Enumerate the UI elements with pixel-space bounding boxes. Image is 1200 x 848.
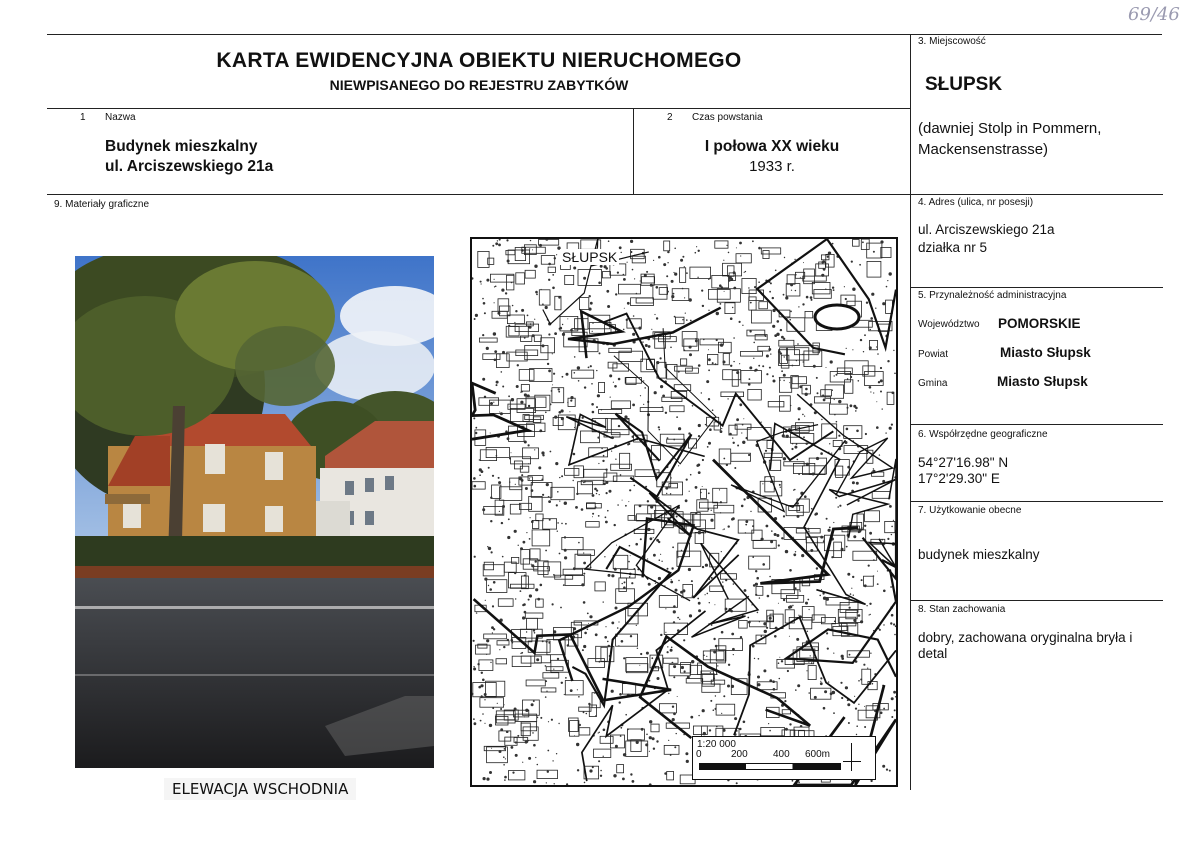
county-value: Miasto Słupsk [1000, 345, 1091, 360]
top-rule [47, 34, 1162, 35]
header-bottom-rule [47, 108, 911, 109]
scale-ratio: 1:20 000 [697, 739, 736, 750]
card-subtitle: NIEWPISANEGO DO REJESTRU ZABYTKÓW [329, 77, 629, 93]
condition-label: 8. Stan zachowania [918, 604, 1006, 615]
usage-label: 7. Użytkowanie obecne [918, 505, 1022, 516]
date-label: Czas powstania [692, 112, 763, 123]
date-year: 1933 r. [749, 158, 795, 175]
condition-line-2: detal [918, 646, 948, 661]
address-bottom-rule [911, 287, 1163, 288]
coords-label: 6. Współrzędne geograficzne [918, 429, 1048, 440]
usage-value: budynek mieszkalny [918, 547, 1040, 562]
locality-city: SŁUPSK [925, 74, 1003, 95]
locality-former-2: Mackensenstrasse) [918, 141, 1049, 158]
scale-ruler [699, 763, 841, 770]
building-photo [75, 256, 434, 768]
scale-tick-0: 0 [696, 749, 702, 760]
card-title: KARTA EWIDENCYJNA OBIEKTU NIERUCHOMEGO [216, 49, 742, 72]
north-arrow-base [843, 761, 861, 762]
locality-former-1: (dawniej Stolp in Pommern, [918, 120, 1102, 137]
photo-caption: ELEWACJA WSCHODNIA [164, 778, 356, 800]
address-street: ul. Arciszewskiego 21a [918, 222, 1055, 237]
right-column-divider [910, 34, 911, 790]
commune-label: Gmina [918, 378, 948, 389]
county-label: Powiat [918, 349, 949, 360]
scale-tick-400: 400 [773, 749, 790, 760]
city-map [470, 237, 898, 787]
address-label: 4. Adres (ulica, nr posesji) [918, 197, 1034, 208]
map-scale-bar [692, 736, 876, 780]
date-period: I połowa XX wieku [704, 138, 840, 155]
usage-bottom-rule [911, 600, 1163, 601]
name-bottom-rule [47, 194, 1163, 195]
voivodeship-label: Województwo [918, 319, 980, 330]
admin-label: 5. Przynależność administracyjna [918, 290, 1067, 301]
north-arrow-icon [851, 743, 852, 771]
scale-tick-600: 600m [805, 749, 831, 760]
name-line-1: Budynek mieszkalny [105, 138, 258, 155]
condition-line-1: dobry, zachowana oryginalna bryła i [918, 630, 1133, 645]
voivodeship-value: POMORSKIE [998, 316, 1081, 331]
coords-lat: 54°27'16.98" N [918, 455, 1009, 470]
map-city-label: SŁUPSK [562, 249, 618, 265]
handwritten-archive-number: 69/46 [1128, 4, 1180, 25]
name-line-2: ul. Arciszewskiego 21a [105, 158, 274, 175]
name-label: Nazwa [105, 112, 136, 123]
commune-value: Miasto Słupsk [997, 374, 1088, 389]
coords-bottom-rule [911, 501, 1163, 502]
name-number: 1 [80, 112, 86, 123]
coords-lon: 17°2'29.30" E [918, 471, 1000, 486]
scale-tick-200: 200 [731, 749, 748, 760]
date-number: 2 [667, 112, 673, 123]
admin-bottom-rule [911, 424, 1163, 425]
graphics-label: 9. Materiały graficzne [54, 199, 150, 210]
locality-label: 3. Miejscowość [918, 36, 986, 47]
map-drawing [472, 239, 896, 785]
address-plot: działka nr 5 [918, 240, 988, 255]
